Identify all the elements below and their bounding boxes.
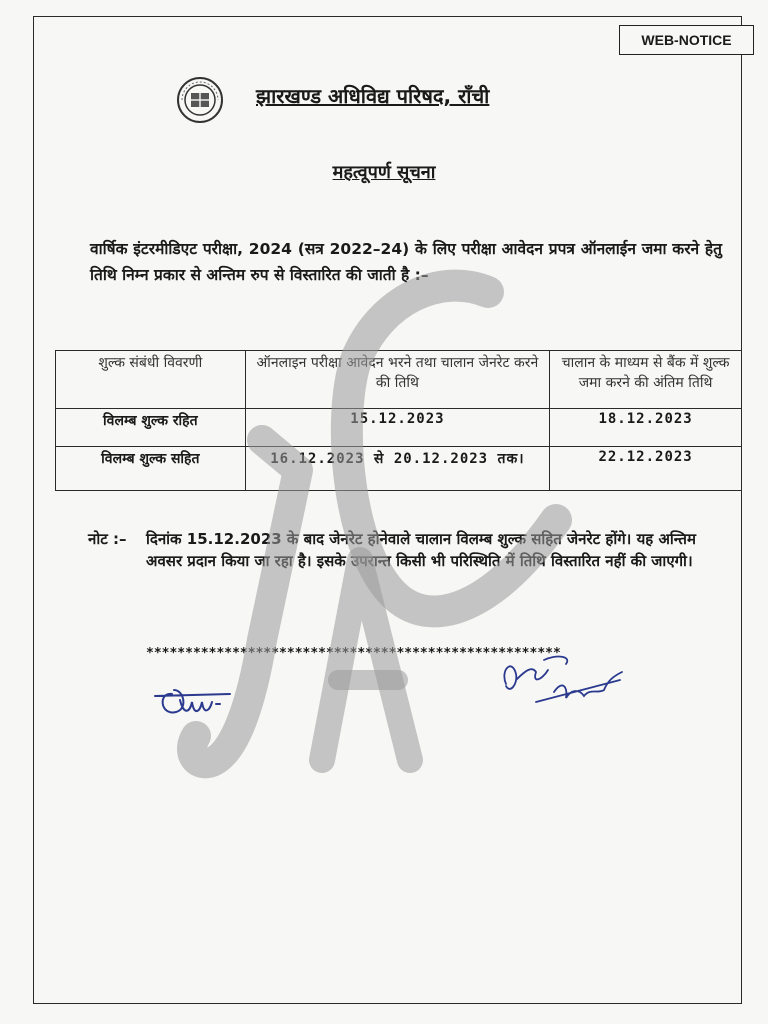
- table-header-row: [56, 351, 742, 409]
- header-fee-details: शुल्क संबंधी विवरणी: [56, 351, 246, 409]
- apply-date-cell: 16.12.2023 से 20.12.2023 तक।: [245, 447, 550, 491]
- table-row: [56, 447, 742, 491]
- deposit-date-cell: 18.12.2023: [550, 409, 742, 447]
- council-seal-icon: [176, 76, 224, 124]
- notice-heading: महत्वूपर्ण सूचना: [332, 162, 436, 183]
- signature-left: [150, 676, 245, 724]
- web-notice-badge: WEB-NOTICE: [619, 25, 754, 55]
- header-deposit-date: चालान के माध्यम से बैंक में शुल्क जमा करने की अंतिम तिथि: [550, 351, 742, 409]
- separator-line: *****************************************************: [146, 646, 561, 661]
- intro-paragraph: वार्षिक इंटरमीडिएट परीक्षा, 2024 (सत्र 2022–24) के लिए परीक्षा आवेदन प्रपत्र ऑनलाईन जमा करने हेतु तिथि निम्न प्रकार से अन्तिम रुप से विस्तारित की जाती है :–: [90, 240, 722, 284]
- fee-schedule-table: [55, 350, 742, 491]
- signature-right: [496, 650, 631, 710]
- apply-date-cell: 15.12.2023: [245, 409, 550, 447]
- organization-title: झारखण्ड अधिविद्य परिषद, राँची: [256, 84, 490, 108]
- deposit-date-cell: 22.12.2023: [550, 447, 742, 491]
- note-text: दिनांक 15.12.2023 के बाद जेनरेट होनेवाले चालान विलम्ब शुल्क सहित जेनरेट होंगे। यह अन्तिम अवसर प्रदान किया जा रहा है। इसके उपरान्त किसी भी परिस्थिति में तिथि विस्तारित नहीं की जाएगी।: [146, 530, 696, 570]
- row-label: विलम्ब शुल्क रहित: [56, 409, 246, 447]
- table-row: [56, 409, 742, 447]
- row-label: विलम्ब शुल्क सहित: [56, 447, 246, 491]
- header-apply-date: ऑनलाइन परीक्षा आवेदन भरने तथा चालान जेनरेट करने की तिथि: [245, 351, 550, 409]
- note-label: नोट :–: [88, 530, 127, 548]
